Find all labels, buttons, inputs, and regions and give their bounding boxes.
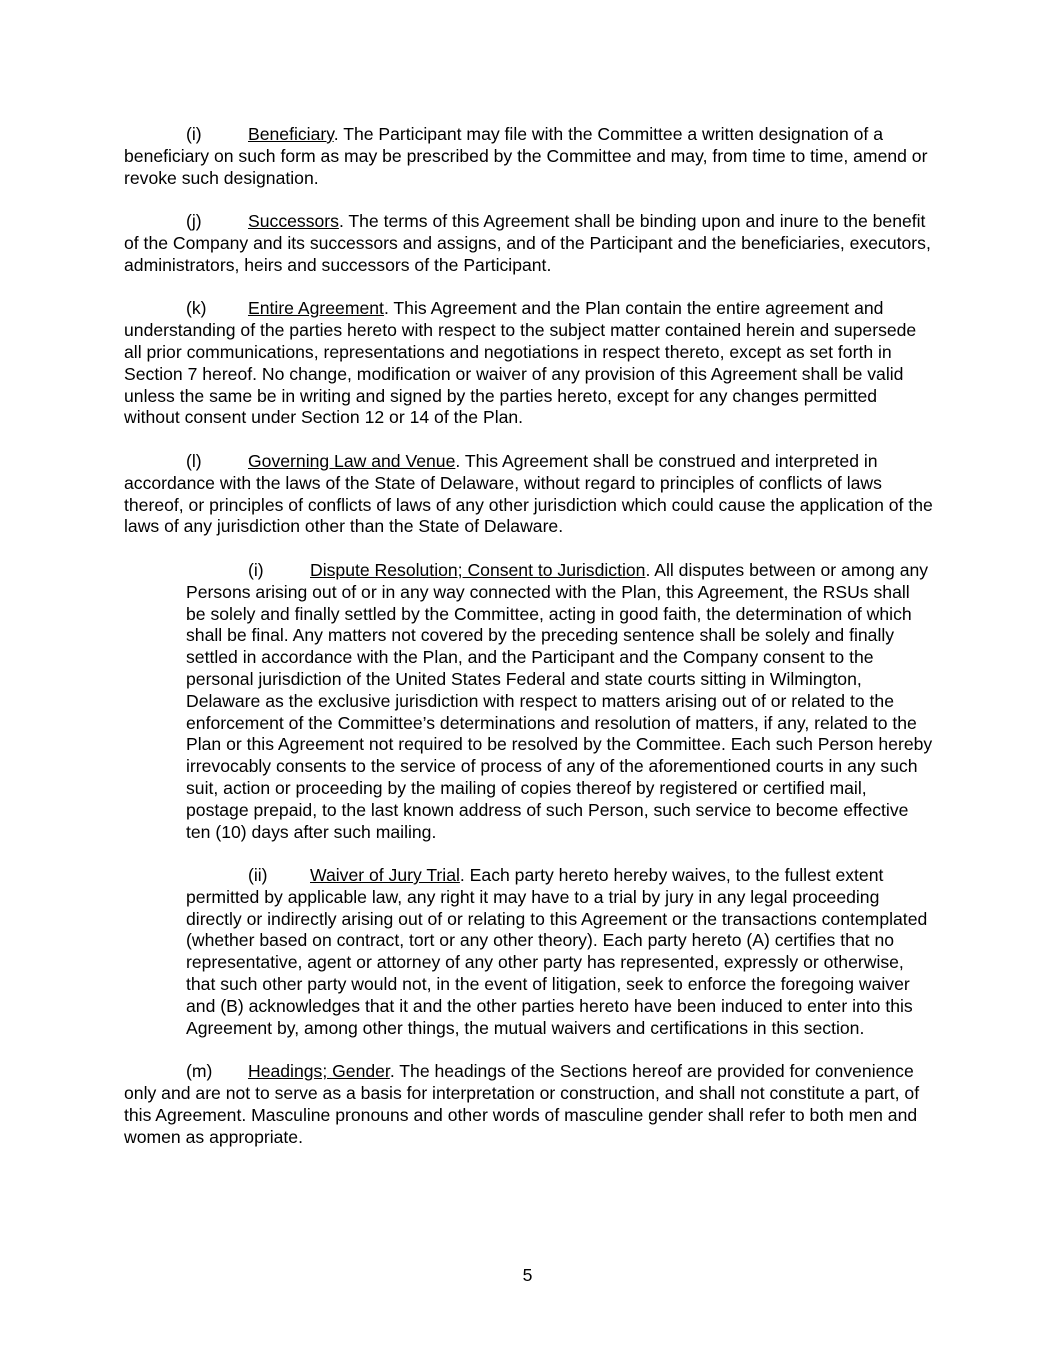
- section-number: (i): [186, 124, 202, 144]
- section-governing-law: [124, 451, 934, 538]
- section-text: . All disputes between or among any Persons arising out of or in any way connected with the Plan, this Agreement, the RSUs shall be solely and finally settled by the Committee, acting in good faith, the determination of which shall be final. Any matters not covered by the preceding sentence shall be solely and finally settled in accordance with the Plan, and the Participant and the Company consent to the personal jurisdiction of the United States Federal and state courts sitting in Wilmington, Delaware as the exclusive jurisdiction with respect to matters arising out of or related to the enforcement of the Committee’s determinations and resolution of matters, if any, related to the Plan or this Agreement not required to be resolved by the Committee. Each such Person hereby irrevocably consents to the service of process of any of the aforementioned courts in any such suit, action or proceeding by the mailing of copies thereof by registered or certified mail, postage prepaid, to the last known address of such Person, such service to become effective ten (10) days after such mailing.: [186, 559, 933, 842]
- document-body: [124, 124, 934, 1170]
- section-heading: Governing Law and Venue: [248, 450, 456, 471]
- section-text: . Each party hereto hereby waives, to the fullest extent permitted by applicable law, any right it may have to a trial by jury in any legal proceeding directly or indirectly arising out of or relating to this Agreement or the transactions contemplated (whether based on contract, tort or any other theory). Each party hereto (A) certifies that no representative, agent or attorney of any other party has represented, expressly or otherwise, that such other party would not, in the event of litigation, seek to enforce the foregoing waiver and (B) acknowledges that it and the other parties hereto have been induced to enter into this Agreement by, among other things, the mutual waivers and certifications in this section.: [186, 865, 928, 1038]
- section-entire-agreement: [124, 298, 934, 429]
- subsection-dispute-resolution: [186, 560, 934, 843]
- section-number: (ii): [248, 865, 268, 886]
- section-heading: Beneficiary: [248, 124, 334, 144]
- subsection-waiver-jury-trial: [186, 865, 934, 1039]
- page-number: 5: [522, 1265, 533, 1285]
- section-heading: Waiver of Jury Trial: [310, 865, 460, 886]
- section-text: . The terms of this Agreement shall be binding upon and inure to the benefit of the Company and its successors and assigns, and of the Participant and the beneficiaries, executors, administrators, heirs and successors of the Participant.: [124, 211, 931, 275]
- section-heading: Dispute Resolution; Consent to Jurisdiction: [310, 559, 646, 580]
- section-heading: Headings; Gender: [248, 1061, 390, 1082]
- section-number: (k): [186, 298, 207, 319]
- section-number: (m): [186, 1061, 213, 1082]
- section-text: . This Agreement shall be construed and interpreted in accordance with the laws of the State of Delaware, without regard to principles of conflicts of laws thereof, or principles of conflicts of laws of any other jurisdiction which could cause the application of the laws of any jurisdiction other than the State of Delaware.: [124, 450, 933, 537]
- section-beneficiary: [124, 124, 934, 189]
- section-successors: [124, 211, 934, 276]
- section-headings-gender: [124, 1061, 934, 1148]
- section-heading: Successors: [248, 211, 339, 232]
- section-number: (l): [186, 450, 202, 471]
- section-text: . The headings of the Sections hereof are provided for convenience only and are not to serve as a basis for interpretation or construction, and shall not constitute a part, of this Agreement. Masculine pronouns and other words of masculine gender shall refer to both men and women as appropriate.: [124, 1061, 920, 1147]
- section-number: (j): [186, 211, 202, 232]
- section-number: (i): [248, 559, 264, 580]
- section-text: . This Agreement and the Plan contain the entire agreement and understanding of the parties hereto with respect to the subject matter contained herein and supersede all prior communications, representations and negotiations in respect thereto, except as set forth in Section 7 hereof. No change, modification or waiver of any provision of this Agreement shall be valid unless the same be in writing and signed by the parties hereto, except for any changes permitted without consent under Section 12 or 14 of the Plan.: [124, 298, 917, 428]
- section-text: . The Participant may file with the Committee a written designation of a beneficiary on such form as may be prescribed by the Committee and may, from time to time, amend or revoke such designation.: [124, 124, 928, 188]
- section-heading: Entire Agreement: [248, 298, 384, 319]
